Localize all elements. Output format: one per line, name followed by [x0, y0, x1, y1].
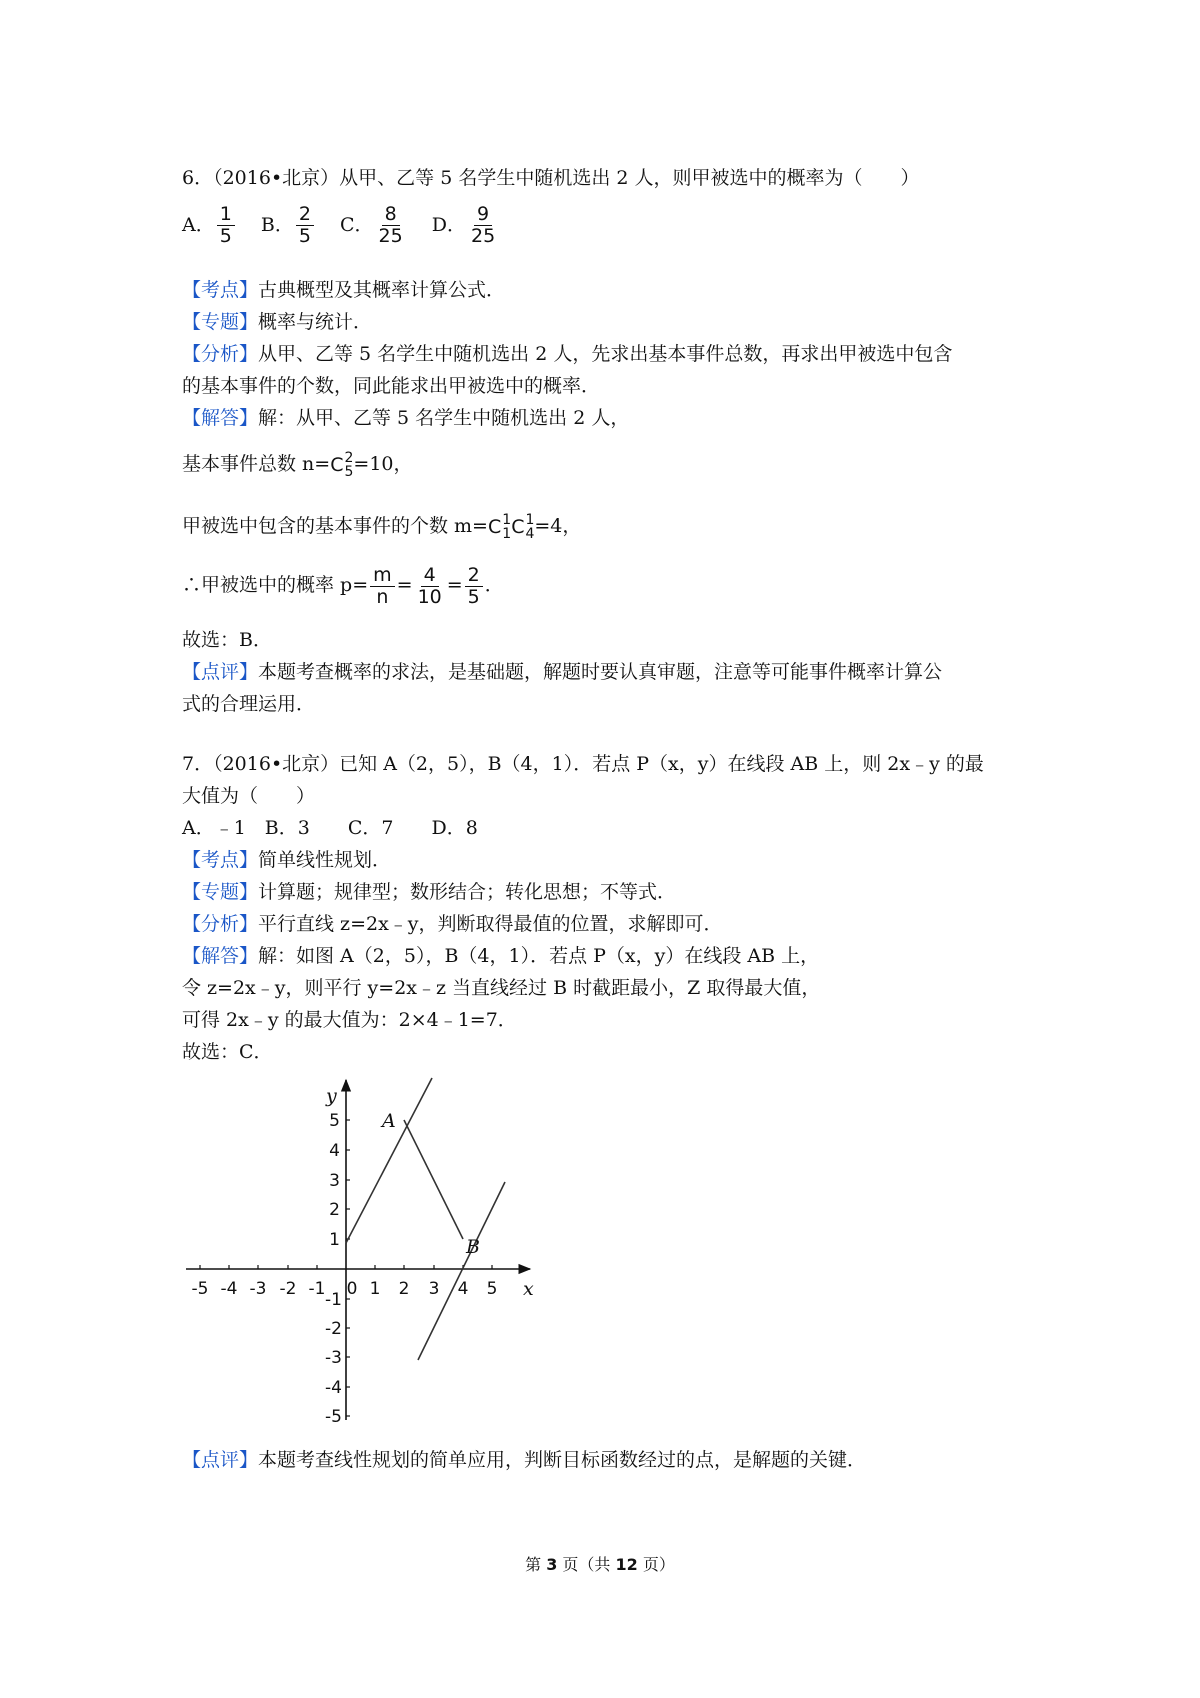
q7-options: A．﹣1 B．3 C．7 D．8	[182, 817, 478, 839]
y-axis-label: y	[326, 1085, 337, 1107]
p-fraction-m-n: $\frac{m}{n}$	[370, 565, 395, 608]
page-footer: 第 3 页（共 12 页）	[525, 1555, 675, 1574]
q6-kaodian: 【考点】古典概型及其概率计算公式．	[182, 279, 506, 301]
line-through-b	[418, 1182, 505, 1360]
y-tick-label: -2	[325, 1319, 342, 1339]
q7-dianping-tag: 【点评】	[182, 1449, 259, 1471]
y-tick-label: -4	[325, 1378, 342, 1398]
q6-dianping: 【点评】本题考查概率的求法，是基础题，解题时要认真审题，注意等可能事件概率计算公	[182, 661, 943, 683]
q6-jieda: 【解答】解：从甲、乙等 5 名学生中随机选出 2 人，	[182, 407, 630, 429]
q6-jieda-tag: 【解答】	[182, 407, 259, 429]
q6-fenxi: 【分析】从甲、乙等 5 名学生中随机选出 2 人，先求出基本事件总数，再求出甲被选中包含	[182, 343, 953, 365]
x-tick-label: -4	[220, 1279, 238, 1299]
q7-zhuanti-tag: 【专题】	[182, 881, 259, 903]
q6-fenxi-tag: 【分析】	[182, 343, 259, 365]
q6-fenxi-line2: 的基本事件的个数，同此能求出甲被选中的概率．	[182, 375, 601, 397]
line-through-a	[346, 1078, 432, 1243]
q7-guxuan: 故选：C．	[182, 1041, 273, 1063]
q6-zhuanti-tag: 【专题】	[182, 311, 259, 333]
x-tick-label: 1	[369, 1279, 381, 1299]
q6-option-b-fraction: $\frac{2}{5}$	[296, 204, 314, 247]
y-tick-label: 1	[329, 1230, 340, 1250]
x-tick-label: 0	[346, 1279, 358, 1299]
q7-jieda-line2: 令 z=2x﹣y，则平行 y=2x﹣z 当直线经过 B 时截距最小，Z 取得最大值，	[182, 977, 821, 999]
q7-zhuanti: 【专题】计算题；规律型；数形结合；转化思想；不等式．	[182, 881, 677, 903]
q6-option-a: A． $\frac{1}{5}$	[182, 200, 237, 250]
q6-option-d-fraction: $\frac{9}{25}$	[471, 202, 496, 247]
combination-c-4-1: C 1 4	[511, 512, 535, 542]
q6-option-b: B． $\frac{2}{5}$	[261, 200, 316, 250]
q6-guxuan: 故选：B．	[182, 629, 272, 651]
q6-options	[182, 200, 518, 250]
q7-stem-line1: 7．（2016•北京）已知 A（2，5），B（4，1）．若点 P（x，y）在线段 AB 上，则 2x﹣y 的最	[182, 753, 984, 775]
q6-dianping-tag: 【点评】	[182, 661, 259, 683]
coordinate-graph	[180, 1070, 540, 1430]
q6-jieda-line4: ∴甲被选中的概率 p= $\frac{m}{n}$ = $\frac{4}{10}$ = $\frac{2}{5}$ ．	[182, 563, 504, 608]
point-b-label: B	[466, 1236, 480, 1258]
p-fraction-4-10: $\frac{4}{10}$	[417, 563, 442, 608]
q6-option-a-fraction: $\frac{1}{5}$	[217, 204, 235, 247]
y-tick-label: -3	[325, 1348, 342, 1368]
q7-jieda: 【解答】解：如图 A（2，5），B（4，1）．若点 P（x，y）在线段 AB 上，	[182, 945, 820, 967]
y-tick-label: 3	[329, 1171, 340, 1191]
q7-fenxi-tag: 【分析】	[182, 913, 259, 935]
q7-kaodian-tag: 【考点】	[182, 849, 259, 871]
y-tick-label: 4	[329, 1141, 340, 1161]
total-page-number: 12	[615, 1555, 638, 1574]
x-tick-label: 2	[398, 1279, 410, 1299]
q6-option-c: C． $\frac{8}{25}$	[340, 200, 408, 250]
p-fraction-2-5: $\frac{2}{5}$	[465, 565, 483, 608]
q7-jieda-line3: 可得 2x﹣y 的最大值为：2×4﹣1=7．	[182, 1009, 517, 1031]
x-tick-label: -2	[279, 1279, 297, 1299]
combination-c-5-2: C 2 5	[330, 450, 354, 480]
combination-c-1-1: C 1 1	[487, 512, 512, 542]
q6-option-d: D． $\frac{9}{25}$	[432, 200, 500, 250]
q6-dianping-line2: 式的合理运用．	[182, 693, 316, 715]
y-tick-label: -5	[325, 1407, 342, 1427]
x-tick-label: 3	[428, 1279, 440, 1299]
y-tick-label: 2	[329, 1200, 340, 1220]
q6-stem: 6．（2016•北京）从甲、乙等 5 名学生中随机选出 2 人，则甲被选中的概率为（ ）	[182, 167, 920, 189]
x-tick-label: 4	[457, 1279, 469, 1299]
segment-ab	[404, 1120, 463, 1239]
x-tick-label: 5	[486, 1279, 498, 1299]
q7-stem-line2: 大值为（ ）	[182, 785, 316, 807]
x-tick-label: -3	[249, 1279, 267, 1299]
y-tick-label: -1	[325, 1290, 342, 1310]
q7-fenxi: 【分析】平行直线 z=2x﹣y，判断取得最值的位置，求解即可．	[182, 913, 723, 935]
q6-option-c-fraction: $\frac{8}{25}$	[378, 202, 403, 247]
q6-jieda-line3: 甲被选中包含的基本事件的个数 m= C 1 1 C 1 4 =4，	[182, 508, 581, 545]
point-a-label: A	[382, 1110, 396, 1132]
current-page-number: 3	[546, 1555, 558, 1574]
x-tick-label: -1	[308, 1279, 326, 1299]
q7-dianping: 【点评】本题考查线性规划的简单应用，判断目标函数经过的点，是解题的关键．	[182, 1449, 867, 1471]
q7-kaodian: 【考点】简单线性规划．	[182, 849, 392, 871]
q6-kaodian-tag: 【考点】	[182, 279, 259, 301]
q6-jieda-line2: 基本事件总数 n= C 2 5 =10，	[182, 446, 413, 483]
x-axis-label: x	[523, 1278, 534, 1300]
y-tick-label: 5	[329, 1111, 340, 1131]
q6-zhuanti: 【专题】概率与统计．	[182, 311, 373, 333]
q7-jieda-tag: 【解答】	[182, 945, 259, 967]
x-tick-label: -5	[191, 1279, 209, 1299]
